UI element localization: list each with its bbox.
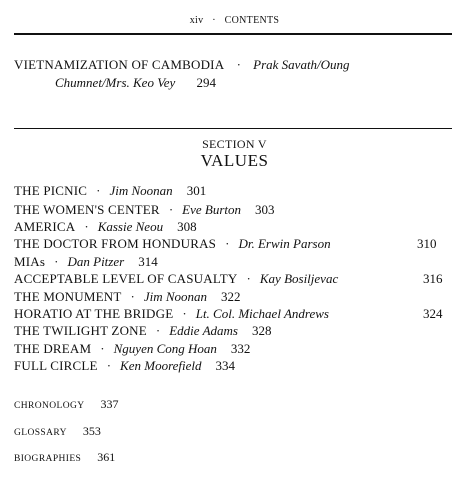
entry-title: VIETNAMIZATION OF CAMBODIA: [14, 57, 225, 72]
running-header: [0, 15, 469, 26]
toc-entry[interactable]: [14, 358, 235, 374]
entry-page: 334: [215, 358, 236, 373]
entry-separator: ·: [182, 306, 187, 321]
entry-page: 303: [255, 202, 275, 217]
entry-page: 310: [417, 236, 437, 251]
entry-title: THE MONUMENT: [14, 289, 122, 304]
entry-separator: ·: [168, 202, 174, 217]
back-matter-page: 361: [97, 450, 116, 464]
entry-title: THE DOCTOR FROM HONDURAS: [14, 236, 217, 251]
header-rule: [14, 33, 452, 35]
entry-author: Nguyen Cong Hoan: [113, 341, 217, 356]
back-matter-chronology[interactable]: [14, 397, 119, 412]
entry-page: 332: [230, 341, 251, 356]
entry-author: Jim Noonan: [109, 183, 173, 198]
toc-entry[interactable]: [14, 323, 271, 339]
entry-author: Prak Savath/Oung: [253, 57, 350, 72]
entry-separator: ·: [96, 183, 101, 198]
back-matter-biographies[interactable]: [14, 450, 115, 465]
entry-title: THE PICNIC: [14, 183, 88, 198]
header-title: CONTENTS: [224, 15, 280, 26]
entry-author: Eddie Adams: [169, 323, 238, 338]
toc-entry[interactable]: [14, 254, 158, 270]
toc-entry[interactable]: [14, 341, 250, 357]
section-rule: [14, 128, 452, 129]
entry-author: Kassie Neou: [97, 219, 164, 234]
entry-title: MIAs: [14, 254, 46, 269]
entry-author: Ken Moorefield: [120, 358, 202, 373]
entry-author: Dr. Erwin Parson: [238, 236, 331, 251]
entry-separator: ·: [225, 236, 230, 251]
toc-entry[interactable]: [14, 183, 206, 199]
header-page-number: xiv: [189, 15, 204, 26]
entry-title: AMERICA: [14, 219, 76, 234]
header-separator: ·: [212, 15, 216, 26]
entry-title: THE TWILIGHT ZONE: [14, 323, 147, 338]
toc-entry[interactable]: [14, 236, 331, 252]
toc-entry[interactable]: [14, 271, 338, 287]
entry-separator: ·: [246, 271, 251, 286]
entry-title: THE WOMEN'S CENTER: [14, 202, 160, 217]
entry-title: FULL CIRCLE: [14, 358, 98, 373]
back-matter-page: 353: [82, 424, 101, 438]
toc-entry[interactable]: [14, 202, 275, 218]
entry-page: 322: [221, 289, 241, 304]
toc-entry[interactable]: [14, 289, 241, 305]
entry-page: 294: [196, 75, 216, 90]
toc-entry-continuation: [55, 75, 216, 91]
entry-separator: ·: [100, 341, 105, 356]
entry-author: Dan Pitzer: [67, 254, 125, 269]
entry-page: 316: [423, 271, 443, 286]
back-matter-title: BIOGRAPHIES: [14, 454, 82, 464]
section-title: VALUES: [200, 151, 269, 170]
entry-page: 314: [138, 254, 158, 269]
entry-page: 301: [186, 183, 207, 198]
entry-author-continued: Chumnet/Mrs. Keo Vey: [55, 75, 176, 90]
toc-entry[interactable]: [14, 219, 197, 235]
back-matter-title: GLOSSARY: [14, 428, 67, 438]
back-matter-title: CHRONOLOGY: [14, 401, 85, 411]
entry-title: THE DREAM: [14, 341, 92, 356]
entry-separator: ·: [130, 289, 135, 304]
back-matter-glossary[interactable]: [14, 424, 101, 439]
entry-separator: ·: [155, 323, 161, 338]
entry-separator: ·: [84, 219, 89, 234]
entry-title: HORATIO AT THE BRIDGE: [14, 306, 174, 321]
section-label: SECTION V: [202, 137, 267, 151]
entry-author: Kay Bosiljevac: [259, 271, 339, 286]
entry-separator: ·: [236, 57, 241, 72]
entry-page: 324: [423, 306, 443, 321]
entry-title: ACCEPTABLE LEVEL OF CASUALTY: [14, 271, 238, 286]
entry-author: Eve Burton: [182, 202, 241, 217]
entry-separator: ·: [106, 358, 112, 373]
entry-separator: ·: [54, 254, 59, 269]
toc-entry[interactable]: [14, 306, 329, 322]
entry-author: Jim Noonan: [143, 289, 208, 304]
entry-page: 328: [251, 323, 272, 338]
toc-entry-vietnamization[interactable]: [14, 57, 350, 73]
entry-page: 308: [177, 219, 197, 234]
entry-author: Lt. Col. Michael Andrews: [195, 306, 329, 321]
back-matter-page: 337: [100, 397, 119, 411]
